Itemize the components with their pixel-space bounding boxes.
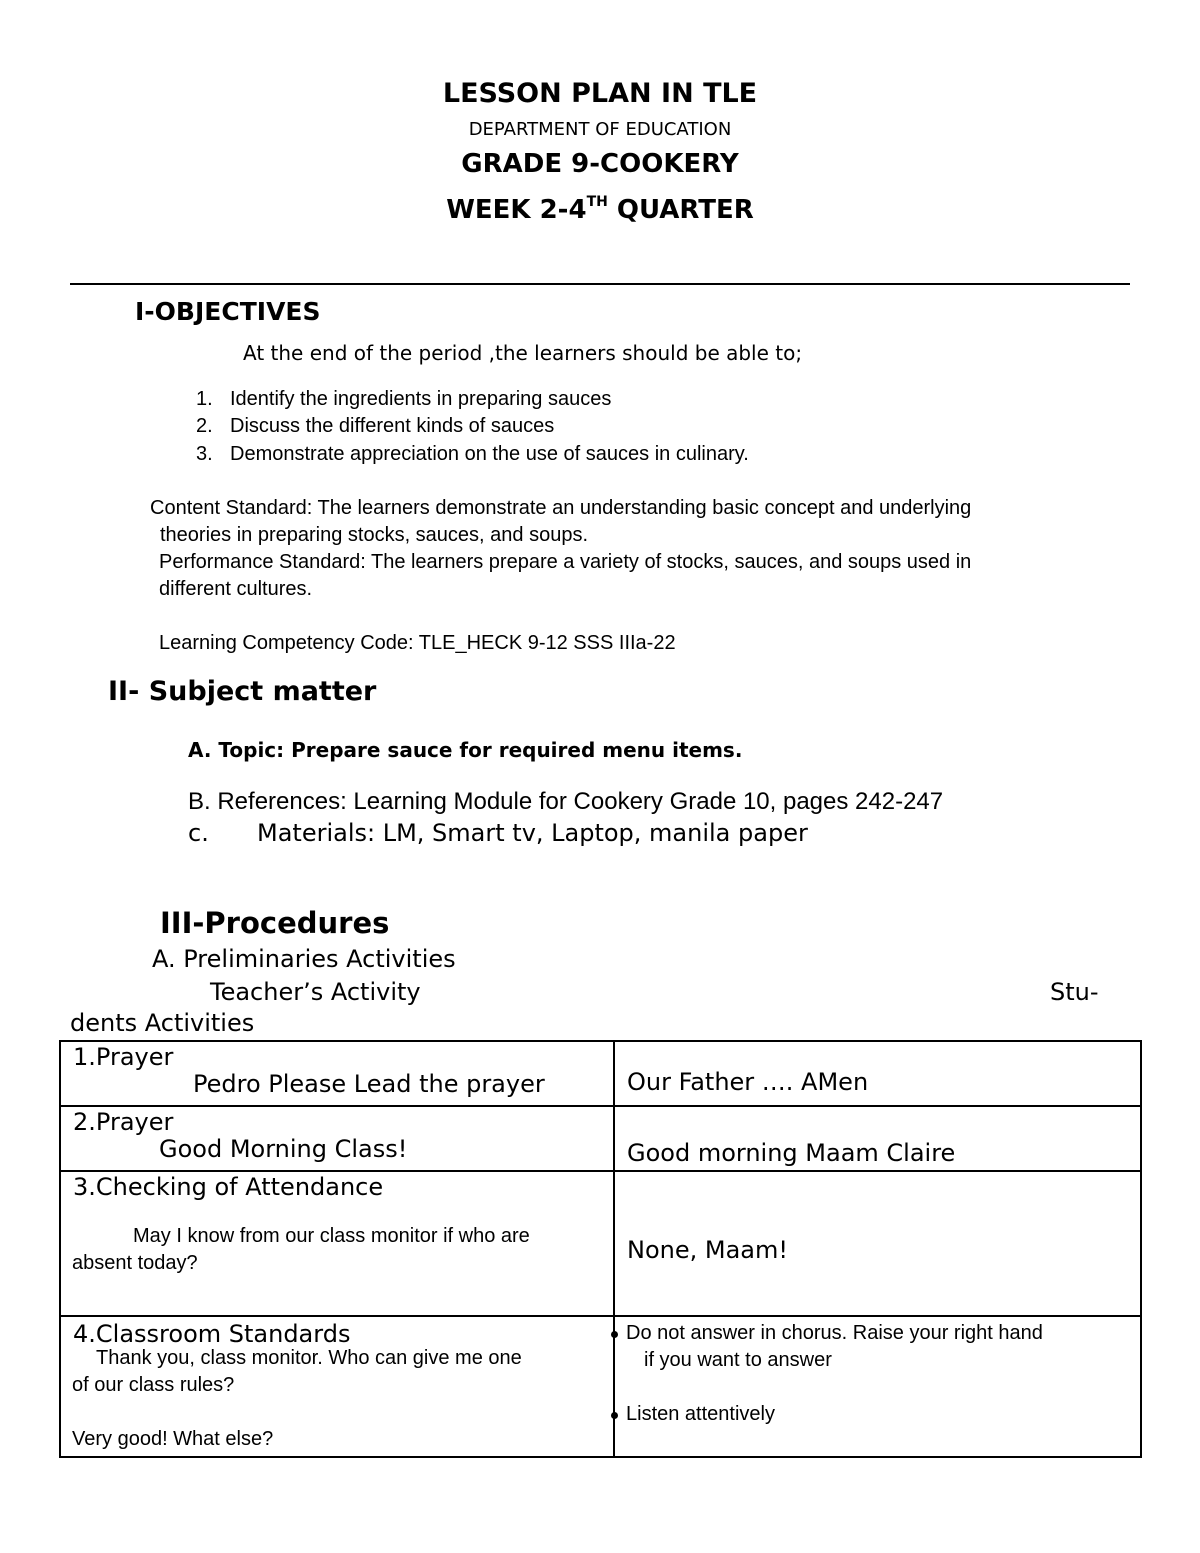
student-activity: None, Maam! [627, 1236, 788, 1264]
student-bullet-line1: Listen attentively [626, 1403, 775, 1425]
student-cell [614, 1316, 1141, 1457]
subject-matter-heading: II- Subject matter [108, 676, 377, 707]
objective-text: Identify the ingredients in preparing sauces [230, 388, 612, 410]
student-cell [614, 1106, 1141, 1171]
objective-number: 3. [196, 443, 213, 465]
content-standard-line2: theories in preparing stocks, sauces, and soups. [160, 524, 589, 546]
header-divider [70, 283, 1130, 285]
objectives-intro: At the end of the period ,the learners should be able to; [243, 341, 803, 365]
objectives-heading: I-OBJECTIVES [135, 297, 321, 326]
student-activity: Good morning Maam Claire [627, 1139, 956, 1167]
teacher-cell [60, 1106, 614, 1171]
students-activity-header-part2: dents Activities [70, 1009, 255, 1037]
materials-text: Materials: LM, Smart tv, Laptop, manila paper [257, 819, 808, 847]
activity-label: 3.Checking of Attendance [73, 1173, 384, 1201]
objective-number: 2. [196, 415, 213, 437]
students-activity-header-part1: Stu- [1050, 978, 1099, 1006]
week-prefix: WEEK 2-4 [446, 195, 587, 225]
teacher-activity-line2: absent today? [72, 1252, 198, 1274]
bullet-icon [611, 1331, 618, 1338]
materials-letter: c. [188, 819, 209, 847]
student-bullet-item [615, 1320, 1140, 1374]
student-bullet-line2: if you want to answer [644, 1349, 832, 1371]
teacher-activity-line1: May I know from our class monitor if who are [133, 1225, 530, 1247]
student-cell [614, 1171, 1141, 1316]
subject-references: B. References: Learning Module for Cookery Grade 10, pages 242-247 [188, 788, 944, 815]
teacher-activity-header: Teacher’s Activity [210, 978, 421, 1006]
table-row [60, 1106, 1141, 1171]
teacher-cell [60, 1316, 614, 1457]
performance-standard-line1: Performance Standard: The learners prepare a variety of stocks, sauces, and soups used in [159, 551, 972, 573]
grade-label: GRADE 9-COOKERY [461, 149, 739, 179]
performance-standard-line2: different cultures. [159, 578, 313, 600]
subject-materials [188, 819, 808, 847]
activities-table [59, 1040, 1142, 1458]
teacher-activity: Good Morning Class! [159, 1135, 408, 1163]
preliminaries-heading: A. Preliminaries Activities [152, 945, 456, 973]
teacher-activity-line2: of our class rules? [72, 1374, 235, 1396]
content-standard-line1: Content Standard: The learners demonstrate an understanding basic concept and underlying [150, 497, 972, 519]
objective-number: 1. [196, 388, 213, 410]
teacher-activity-line3: Very good! What else? [72, 1428, 274, 1450]
activity-label: 4.Classroom Standards [73, 1320, 351, 1348]
document-title: LESSON PLAN IN TLE [442, 78, 758, 109]
teacher-cell [60, 1171, 614, 1316]
activity-label: 1.Prayer [73, 1043, 174, 1071]
objective-text: Demonstrate appreciation on the use of sauces in culinary. [230, 443, 749, 465]
objective-text: Discuss the different kinds of sauces [230, 415, 555, 437]
teacher-activity-line1: Thank you, class monitor. Who can give me one [96, 1347, 522, 1369]
week-quarter-label [0, 194, 1200, 225]
week-superscript: TH [586, 194, 608, 210]
student-bullet-item [615, 1401, 1140, 1428]
table-row [60, 1171, 1141, 1316]
procedures-heading: III-Procedures [160, 906, 390, 940]
activity-label: 2.Prayer [73, 1108, 174, 1136]
bullet-icon [611, 1412, 618, 1419]
student-bullet-line1: Do not answer in chorus. Raise your right hand [626, 1322, 1043, 1344]
table-row [60, 1041, 1141, 1106]
competency-code: Learning Competency Code: TLE_HECK 9-12 SSS IIIa-22 [159, 632, 676, 654]
teacher-cell [60, 1041, 614, 1106]
student-cell [614, 1041, 1141, 1106]
table-row [60, 1316, 1141, 1457]
student-activity: Our Father …. AMen [627, 1068, 869, 1096]
department-name: DEPARTMENT OF EDUCATION [468, 119, 732, 140]
teacher-activity: Pedro Please Lead the prayer [193, 1070, 545, 1098]
week-suffix: QUARTER [607, 195, 754, 225]
subject-topic: A. Topic: Prepare sauce for required menu items. [188, 738, 743, 762]
